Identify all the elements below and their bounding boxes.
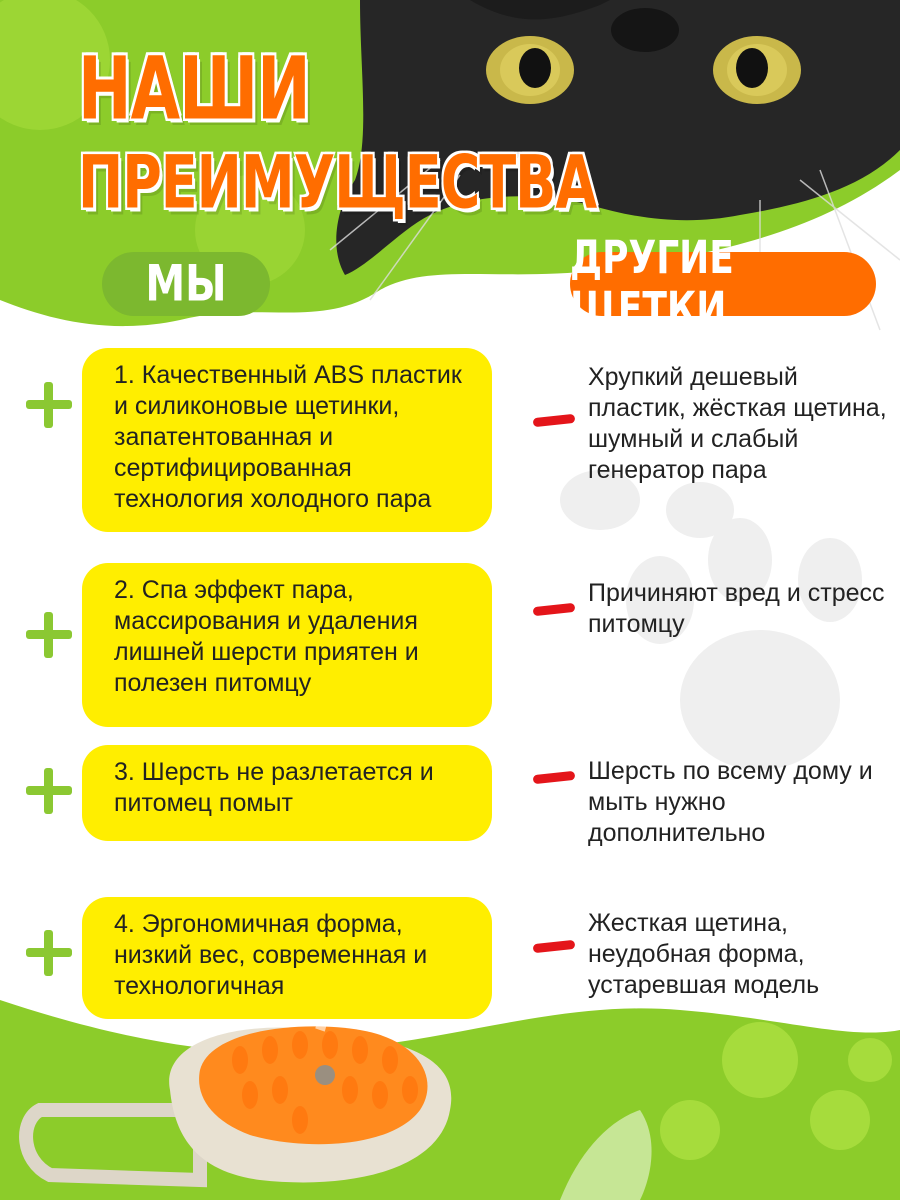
- column-label-we: [102, 252, 270, 316]
- advantage-item: 4. Эргономичная форма, низкий вес, современная и технологичная: [82, 897, 492, 1019]
- page-title-line-1: НАШИ: [78, 40, 310, 140]
- advantage-item: 2. Спа эффект пара, массирования и удаления лишней шерсти приятен и полезен питомцу: [82, 563, 492, 727]
- column-label-other-brushes: [570, 232, 876, 336]
- disadvantage-item: Хрупкий дешевый пластик, жёсткая щетина, шумный и слабый генератор пара: [588, 363, 887, 484]
- disadvantage-item: Жесткая щетина, неудобная форма, устаревшая модель: [588, 909, 820, 999]
- advantage-item: 1. Качественный ABS пластик и силиконовые щетинки, запатентованная и сертифицированная технология холодного пара: [82, 348, 492, 532]
- plus-icon: [26, 382, 72, 428]
- plus-icon: [26, 768, 72, 814]
- column-label-other-text: ДРУГИЕ ЩЕТКИ: [570, 232, 734, 336]
- disadvantage-item: Шерсть по всему дому и мыть нужно дополнительно: [588, 757, 873, 847]
- disadvantage-item: Причиняют вред и стресс питомцу: [588, 579, 885, 638]
- plus-icon: [26, 612, 72, 658]
- plus-icon: [26, 930, 72, 976]
- page-title-line-2: ПРЕИМУЩЕСТВА: [78, 140, 597, 226]
- advantage-item: 3. Шерсть не разлетается и питомец помыт: [82, 745, 492, 841]
- column-label-we-text: МЫ: [145, 255, 227, 313]
